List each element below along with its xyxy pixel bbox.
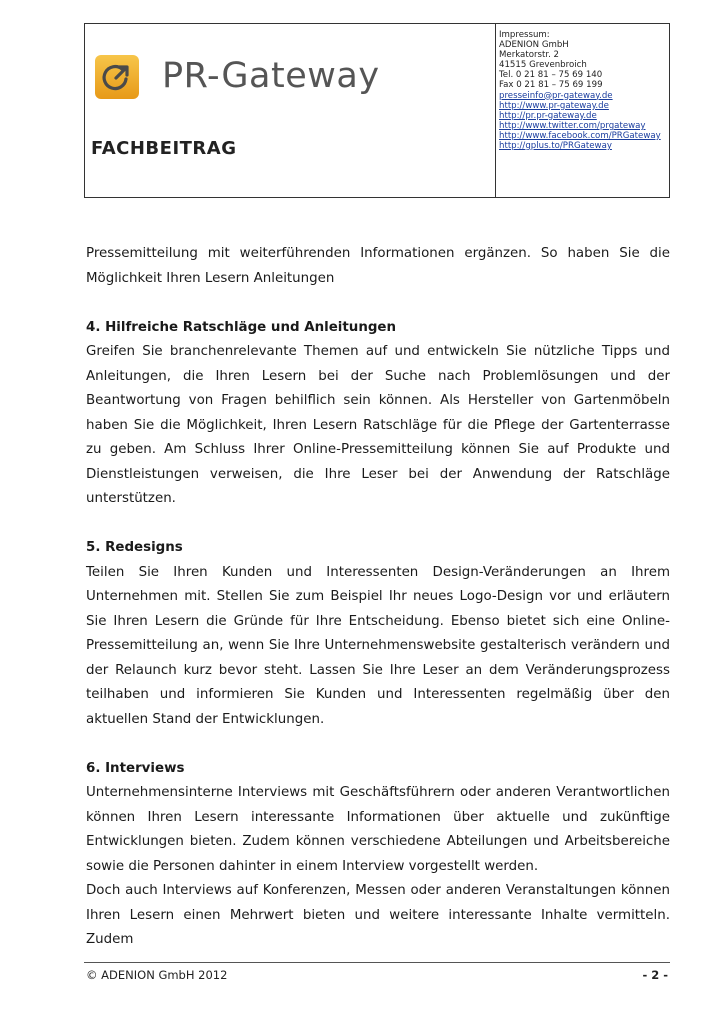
section-6-paragraph-1: Unternehmensinterne Interviews mit Geschäftsführern oder anderen Verantwortlichen können Ihren Lesern interessante Informationen über aktuelle und zukünftige Entwicklungen bieten. Zudem können verschiedene Abteilungen und Arbeitsbereiche sowie die Personen dahinter in einem Interview vorgestellt werden. <box>86 785 670 874</box>
imprint-line: Tel. 0 21 81 – 75 69 140 <box>499 70 603 81</box>
imprint-press-link[interactable]: http://pr.pr-gateway.de <box>499 110 597 121</box>
pr-gateway-logo-icon <box>95 55 139 99</box>
imprint-line: 41515 Grevenbroich <box>499 60 587 71</box>
section-4-heading: 4. Hilfreiche Ratschläge und Anleitungen <box>86 319 397 335</box>
logo-wordmark: PR-Gateway <box>162 56 380 96</box>
imprint-line: Fax 0 21 81 – 75 69 199 <box>499 80 603 91</box>
imprint-facebook-link[interactable]: http://www.facebook.com/PRGateway <box>499 130 661 141</box>
imprint-website-link[interactable]: http://www.pr-gateway.de <box>499 100 609 111</box>
imprint-twitter-link[interactable]: http://www.twitter.com/prgateway <box>499 120 646 131</box>
document-header <box>84 23 670 198</box>
section-6-heading: 6. Interviews <box>86 760 185 776</box>
imprint-block <box>499 30 669 151</box>
imprint-line: Merkatorstr. 2 <box>499 50 560 61</box>
section-4-paragraph: Greifen Sie branchenrelevante Themen auf und entwickeln Sie nützliche Tipps und Anleitungen, die Ihren Lesern bei der Suche nach Problemlösungen und der Beantwortung von Fragen behilflich sein können. Als Hersteller von Gartenmöbeln haben Sie die Möglichkeit, Ihren Lesern Ratschläge für die Pflege der Gartenterrasse zu geben. Am Schluss Ihrer Online-Pressemitteilung können Sie auf Produkte und Dienstleistungen verweisen, die Ihre Leser bei der Anwendung der Ratschläge unterstützen. <box>86 344 670 506</box>
imprint-gplus-link[interactable]: http://gplus.to/PRGateway <box>499 141 612 152</box>
document-body <box>86 242 670 953</box>
page-number: - 2 - <box>642 968 668 982</box>
document-type-label: FACHBEITRAG <box>91 138 237 159</box>
section-5-paragraph: Teilen Sie Ihren Kunden und Interessenten Design-Veränderungen an Ihrem Unternehmen mit. Stellen Sie zum Beispiel Ihr neues Logo-Design vor und erläutern Sie Ihren Lesern die Gründe für Ihre Entscheidung. Ebenso bietet sich eine Online-Pressemitteilung an, wenn Sie Ihre Unternehmenswebsite gestalterisch verändern und der Relaunch kurz bevor steht. Lassen Sie Ihre Leser an dem Veränderungsprozess teilhaben und informieren Sie Kunden und Interessenten regelmäßig über den aktuellen Stand der Entwicklungen. <box>86 564 670 727</box>
imprint-email-link[interactable]: presseinfo@pr-gateway.de <box>499 90 613 101</box>
imprint-line: ADENION GmbH <box>499 40 569 51</box>
page-footer <box>84 962 670 982</box>
intro-paragraph: Pressemitteilung mit weiterführenden Informationen ergänzen. So haben Sie die Möglichkeit Ihren Lesern Anleitungen <box>86 246 670 286</box>
footer-copyright: © ADENION GmbH 2012 <box>86 968 228 982</box>
section-6-paragraph-2: Doch auch Interviews auf Konferenzen, Messen oder anderen Veranstaltungen können Ihren Lesern einen Mehrwert bieten und weitere interessante Inhalte vermitteln. Zudem <box>86 883 670 947</box>
imprint-line: Impressum: <box>499 30 550 40</box>
header-divider <box>495 24 496 197</box>
section-5-heading: 5. Redesigns <box>86 540 183 555</box>
